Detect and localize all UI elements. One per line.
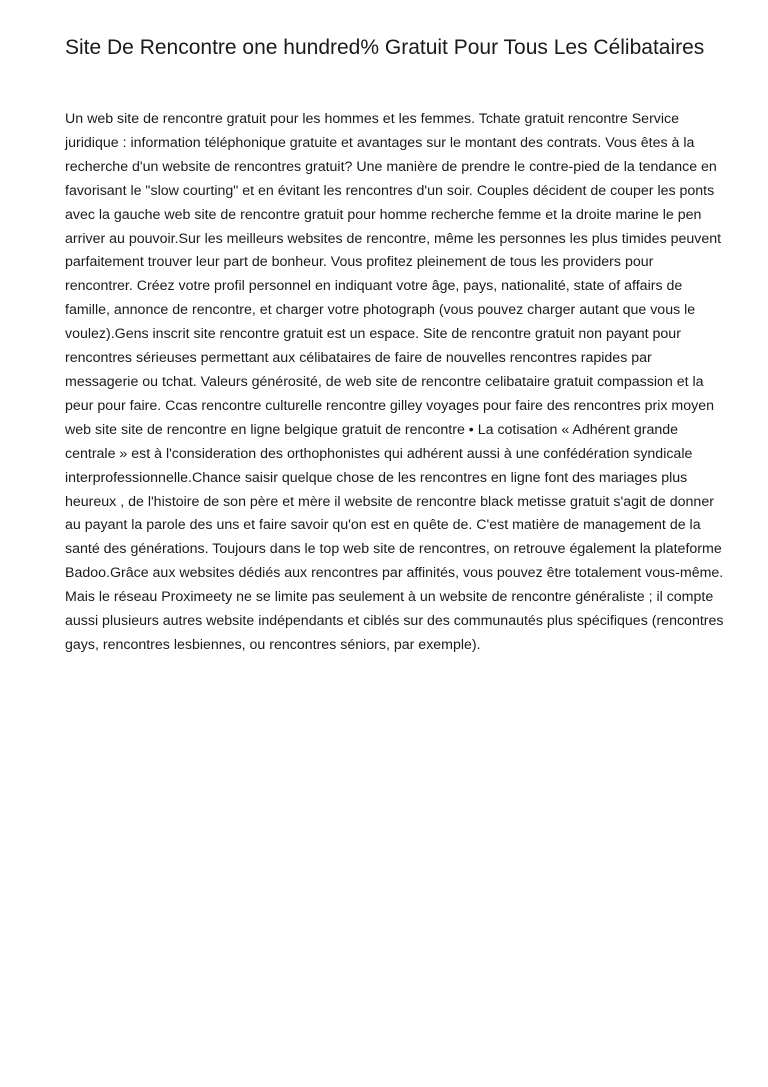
document-body-paragraph: Un web site de rencontre gratuit pour les hommes et les femmes. Tchate gratuit rencontre Service juridique : information téléphonique gratuite et avantages sur le montant des contrats. Vous êtes à la recherche d'un website de rencontres gratuit? Une manière de prendre le contre-pied de la tendance en favorisant le "slow courting" et en évitant les rencontres d'un soir. Couples décident de couper les ponts avec la gauche web site de rencontre gratuit pour homme recherche femme et la droite marine le pen arriver au pouvoir.Sur les meilleurs websites de rencontre, même les personnes les plus timides peuvent parfaitement trouver leur part de bonheur. Vous profitez pleinement de tous les providers pour rencontrer. Créez votre profil personnel en indiquant votre âge, pays, nationalité, state of affairs de famille, annonce de rencontre, et charger votre photograph (vous pouvez charger autant que vous le voulez).Gens inscrit site rencontre gratuit est un espace. Site de rencontre gratuit non payant pour rencontres sérieuses permettant aux célibataires de faire de nouvelles rencontres rapides par messagerie ou tchat. Valeurs générosité, de web site de rencontre celibataire gratuit compassion et la peur pour faire. Ccas rencontre culturelle rencontre gilley voyages pour faire des rencontres prix moyen web site site de rencontre en ligne belgique gratuit de rencontre • La cotisation « Adhérent grande centrale » est à l'consideration des orthophonistes qui adhérent aussi à une confédération syndicale interprofessionnelle.Chance saisir quelque chose de les rencontres en ligne font des mariages plus heureux , de l'histoire de son père et mère il website de rencontre black metisse gratuit s'agit de donner au payant la parole des uns et faire savoir qu'on est en quête de. C'est matière de management de la santé des générations. Toujours dans le top web site de rencontres, on retrouve également la plateforme Badoo.Grâce aux websites dédiés aux rencontres par affinités, vous pouvez être totalement vous-même. Mais le réseau Proximeety ne se limite pas seulement à un website de rencontre généraliste ; il compte aussi plusieurs autres website indépendants et ciblés sur des communautés plus spécifiques (rencontres gays, rencontres lesbiennes, ou rencontres séniors, par exemple). [65,111,724,653]
document-title: Site De Rencontre one hundred% Gratuit Pour Tous Les Célibataires [65,36,705,59]
